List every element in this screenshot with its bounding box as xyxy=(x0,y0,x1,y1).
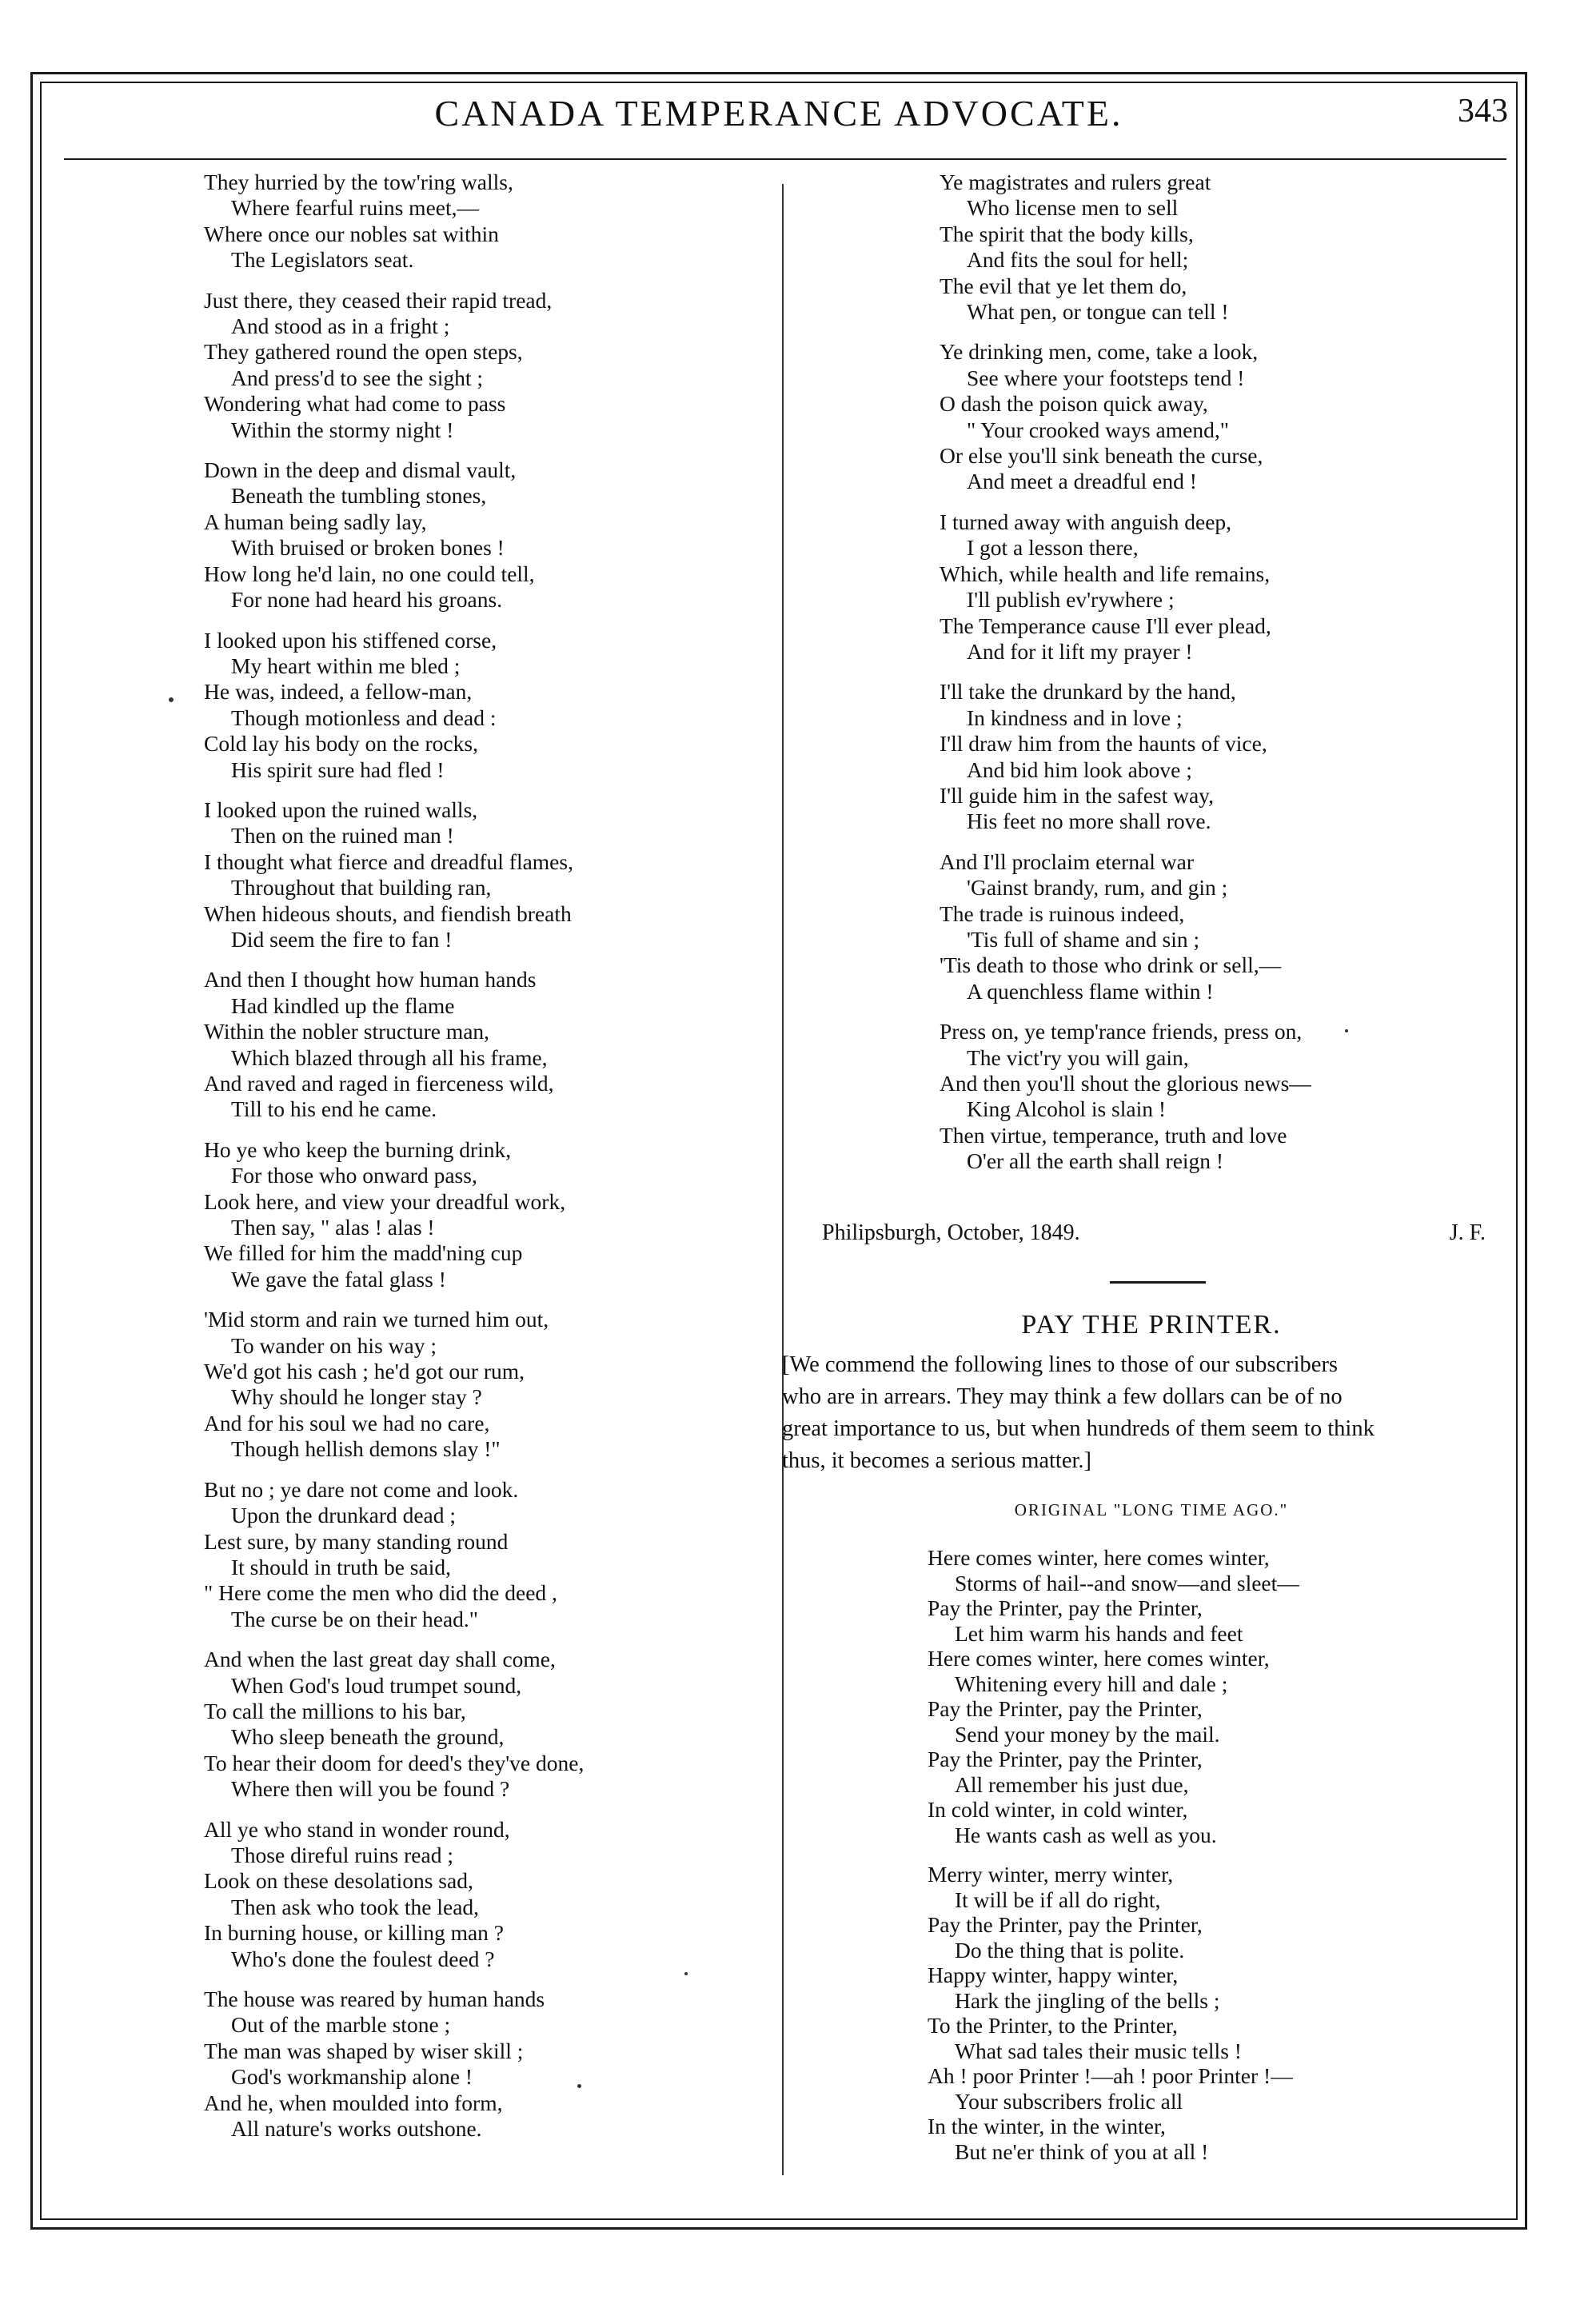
verse-line: Though hellish demons slay !" xyxy=(231,1436,501,1462)
stanza xyxy=(204,628,764,783)
intro-line: great importance to us, but when hundreds of them seem to think xyxy=(782,1416,1375,1441)
verse-line: Down in the deep and dismal vault, xyxy=(204,457,517,483)
stanza xyxy=(204,170,764,274)
verse-line: They gathered round the open steps, xyxy=(204,339,523,365)
verse-line: I looked upon the ruined walls, xyxy=(204,797,478,822)
stanza xyxy=(940,170,1515,325)
page-number: 343 xyxy=(1458,93,1508,130)
verse-line: I thought what fierce and dreadful flames, xyxy=(204,849,573,874)
verse-line: His feet no more shall rove. xyxy=(967,809,1211,834)
verse-line: Look here, and view your dreadful work, xyxy=(204,1188,566,1214)
verse-line: A human being sadly lay, xyxy=(204,509,427,534)
verse-line: In kindness and in love ; xyxy=(967,705,1183,730)
verse-line: Let him warm his hands and feet xyxy=(955,1620,1243,1646)
verse-line: Then on the ruined man ! xyxy=(231,823,454,849)
page-header xyxy=(40,92,1518,152)
verse-line: The Legislators seat. xyxy=(231,247,414,273)
verse-line: Whitening every hill and dale ; xyxy=(955,1671,1228,1696)
verse-line: Ah ! poor Printer !—ah ! poor Printer !— xyxy=(928,2063,1293,2088)
verse-line: O'er all the earth shall reign ! xyxy=(967,1148,1224,1174)
verse-line: All nature's works outshone. xyxy=(231,2116,482,2142)
print-speck xyxy=(1345,1029,1348,1032)
stanza xyxy=(204,1477,764,1632)
verse-line: I'll publish ev'rywhere ; xyxy=(967,587,1175,613)
verse-line: Out of the marble stone ; xyxy=(231,2012,451,2038)
verse-line: Throughout that building ran, xyxy=(231,875,492,900)
verse-line: What pen, or tongue can tell ! xyxy=(967,299,1229,325)
verse-line: Which blazed through all his frame, xyxy=(231,1044,548,1070)
verse-line: The Temperance cause I'll ever plead, xyxy=(940,613,1271,638)
stanza xyxy=(940,679,1515,834)
verse-line: And then you'll shout the glorious news— xyxy=(940,1071,1311,1096)
stanza xyxy=(928,1545,1503,1847)
verse-line: Happy winter, happy winter, xyxy=(928,1963,1179,1987)
verse-line: I looked upon his stiffened corse, xyxy=(204,627,497,653)
verse-line: Or else you'll sink beneath the curse, xyxy=(940,443,1263,469)
verse-line: Upon the drunkard dead ; xyxy=(231,1503,457,1528)
verse-line: Till to his end he came. xyxy=(231,1096,437,1122)
verse-line: He wants cash as well as you. xyxy=(955,1822,1217,1847)
column-divider xyxy=(782,184,784,2175)
stanza xyxy=(940,1019,1515,1174)
verse-line: The vict'ry you will gain, xyxy=(967,1044,1189,1070)
verse-line: And fits the soul for hell; xyxy=(967,247,1189,273)
verse-line: See where your footsteps tend ! xyxy=(967,365,1245,390)
stanza xyxy=(204,967,764,1122)
verse-line: And bid him look above ; xyxy=(967,757,1192,782)
stanza xyxy=(204,1647,764,1802)
verse-line: Which, while health and life remains, xyxy=(940,561,1271,586)
verse-line: And press'd to see the sight ; xyxy=(231,365,484,390)
verse-line: And I'll proclaim eternal war xyxy=(940,849,1195,874)
verse-line: Pay the Printer, pay the Printer, xyxy=(928,1912,1203,1937)
stanza xyxy=(940,339,1515,494)
verse-line: 'Tis death to those who drink or sell,— xyxy=(940,952,1282,978)
verse-line: His spirit sure had fled ! xyxy=(231,757,445,782)
verse-line: What sad tales their music tells ! xyxy=(955,2038,1242,2063)
verse-line: Storms of hail--and snow—and sleet— xyxy=(955,1570,1299,1595)
verse-line: The curse be on their head." xyxy=(231,1606,479,1631)
verse-line: And then I thought how human hands xyxy=(204,967,537,992)
verse-line: Ho ye who keep the burning drink, xyxy=(204,1136,512,1162)
print-speck xyxy=(169,697,174,702)
verse-line: Did seem the fire to fan ! xyxy=(231,926,453,952)
stanza xyxy=(940,509,1515,665)
verse-line: Merry winter, merry winter, xyxy=(928,1862,1174,1887)
verse-line: Where fearful ruins meet,— xyxy=(231,195,479,221)
poem-right-column xyxy=(940,170,1515,1189)
verse-line: Where then will you be found ? xyxy=(231,1776,510,1802)
verse-line: Send your money by the mail. xyxy=(955,1721,1220,1747)
verse-line: All remember his just due, xyxy=(955,1771,1189,1797)
stanza xyxy=(928,1862,1503,2164)
verse-line: I turned away with anguish deep, xyxy=(940,509,1232,534)
verse-line: To wander on his way ; xyxy=(231,1332,437,1358)
verse-line: " Here come the men who did the deed , xyxy=(204,1580,557,1606)
verse-line: Why should he longer stay ? xyxy=(231,1384,482,1410)
verse-line: Pay the Printer, pay the Printer, xyxy=(928,1696,1203,1721)
verse-line: For none had heard his groans. xyxy=(231,587,503,613)
verse-line: In burning house, or killing man ? xyxy=(204,1920,505,1946)
verse-line: Then virtue, temperance, truth and love xyxy=(940,1122,1287,1148)
stanza xyxy=(204,1137,764,1292)
verse-line: The spirit that the body kills, xyxy=(940,221,1194,246)
poem-left-column xyxy=(204,170,764,2156)
verse-line: Within the nobler structure man, xyxy=(204,1019,490,1044)
print-speck xyxy=(684,1972,688,1975)
verse-line: How long he'd lain, no one could tell, xyxy=(204,561,535,586)
verse-line: Ye drinking men, come, take a look, xyxy=(940,339,1259,365)
verse-line: Then ask who took the lead, xyxy=(231,1894,480,1919)
intro-line: who are in arrears. They may think a few dollars can be of no xyxy=(782,1384,1343,1409)
verse-line: Wondering what had come to pass xyxy=(204,391,506,417)
stanza xyxy=(204,797,764,952)
verse-line: Who license men to sell xyxy=(967,195,1179,221)
verse-line: The trade is ruinous indeed, xyxy=(940,900,1185,926)
verse-line: Within the stormy night ! xyxy=(231,417,454,442)
verse-line: Lest sure, by many standing round xyxy=(204,1528,509,1554)
verse-line: Then say, " alas ! alas ! xyxy=(231,1215,435,1240)
print-speck xyxy=(577,2084,581,2088)
section-title: PAY THE PRINTER. xyxy=(1021,1310,1282,1340)
verse-line: I got a lesson there, xyxy=(967,535,1139,561)
stanza xyxy=(204,1817,764,1972)
editorial-intro xyxy=(782,1349,1518,1477)
verse-line: We gave the fatal glass ! xyxy=(231,1266,446,1292)
tune-subheading: ORIGINAL "LONG TIME AGO." xyxy=(1014,1500,1289,1519)
verse-line: And for his soul we had no care, xyxy=(204,1410,490,1436)
verse-line: And stood as in a fright ; xyxy=(231,313,450,339)
signature-place: Philipsburgh, October, 1849. xyxy=(822,1220,1080,1245)
verse-line: The man was shaped by wiser skill ; xyxy=(204,2038,524,2063)
verse-line: Had kindled up the flame xyxy=(231,992,455,1018)
verse-line: We filled for him the madd'ning cup xyxy=(204,1240,523,1266)
verse-line: They hurried by the tow'ring walls, xyxy=(204,170,513,194)
verse-line: Ye magistrates and rulers great xyxy=(940,170,1211,194)
verse-line: My heart within me bled ; xyxy=(231,653,461,678)
verse-line: For those who onward pass, xyxy=(231,1163,477,1188)
verse-line: In cold winter, in cold winter, xyxy=(928,1797,1188,1822)
verse-line: But no ; ye dare not come and look. xyxy=(204,1476,519,1502)
verse-line: Here comes winter, here comes winter, xyxy=(928,1646,1270,1671)
verse-line: Press on, ye temp'rance friends, press on, xyxy=(940,1019,1303,1044)
verse-line: Just there, they ceased their rapid tread, xyxy=(204,287,553,313)
verse-line: The evil that ye let them do, xyxy=(940,273,1187,298)
verse-line: Pay the Printer, pay the Printer, xyxy=(928,1747,1203,1771)
verse-line: I'll take the drunkard by the hand, xyxy=(940,679,1236,705)
verse-line: In the winter, in the winter, xyxy=(928,2114,1166,2138)
verse-line: Hark the jingling of the bells ; xyxy=(955,1987,1220,2013)
header-rule xyxy=(64,158,1506,160)
verse-line: 'Tis full of shame and sin ; xyxy=(967,926,1200,952)
verse-line: To hear their doom for deed's they've done, xyxy=(204,1750,585,1775)
verse-line: Your subscribers frolic all xyxy=(955,2088,1183,2114)
verse-line: God's workmanship alone ! xyxy=(231,2064,473,2090)
verse-line: All ye who stand in wonder round, xyxy=(204,1816,510,1842)
verse-line: We'd got his cash ; he'd got our rum, xyxy=(204,1359,525,1384)
verse-line: Cold lay his body on the rocks, xyxy=(204,731,478,757)
verse-line: It will be if all do right, xyxy=(955,1887,1161,1912)
verse-line: And when the last great day shall come, xyxy=(204,1647,556,1672)
verse-line: And for it lift my prayer ! xyxy=(967,638,1193,664)
verse-line: Though motionless and dead : xyxy=(231,705,497,730)
stanza xyxy=(204,1307,764,1462)
verse-line: To call the millions to his bar, xyxy=(204,1698,466,1723)
verse-line: And meet a dreadful end ! xyxy=(967,469,1197,494)
verse-line: Beneath the tumbling stones, xyxy=(231,483,487,509)
verse-line: I'll guide him in the safest way, xyxy=(940,782,1215,808)
verse-line: He was, indeed, a fellow-man, xyxy=(204,679,473,705)
intro-line: [We commend the following lines to those of our subscribers xyxy=(782,1352,1339,1377)
intro-line: thus, it becomes a serious matter.] xyxy=(782,1448,1092,1473)
verse-line: Who's done the foulest deed ? xyxy=(231,1946,495,1971)
verse-line: O dash the poison quick away, xyxy=(940,391,1208,417)
verse-line: And he, when moulded into form, xyxy=(204,2090,503,2115)
verse-line: The house was reared by human hands xyxy=(204,1987,545,2011)
pay-the-printer-poem xyxy=(928,1545,1503,2178)
verse-line: Pay the Printer, pay the Printer, xyxy=(928,1595,1203,1620)
stanza xyxy=(204,457,764,613)
verse-line: Who sleep beneath the ground, xyxy=(231,1724,505,1750)
verse-line: " Your crooked ways amend," xyxy=(967,417,1229,442)
verse-line: But ne'er think of you at all ! xyxy=(955,2138,1209,2164)
verse-line: When God's loud trumpet sound, xyxy=(231,1672,522,1698)
verse-line: It should in truth be said, xyxy=(231,1554,451,1579)
verse-line: And raved and raged in fierceness wild, xyxy=(204,1071,554,1096)
verse-line: To the Printer, to the Printer, xyxy=(928,2013,1178,2038)
verse-line: Where once our nobles sat within xyxy=(204,221,499,246)
verse-line: Look on these desolations sad, xyxy=(204,1868,473,1894)
verse-line: A quenchless flame within ! xyxy=(967,978,1214,1004)
stanza xyxy=(204,1987,764,2142)
verse-line: 'Mid storm and rain we turned him out, xyxy=(204,1307,549,1332)
verse-line: When hideous shouts, and fiendish breath xyxy=(204,900,572,926)
verse-line: I'll draw him from the haunts of vice, xyxy=(940,731,1267,757)
verse-line: Do the thing that is polite. xyxy=(955,1937,1185,1963)
signature-initials: J. F. xyxy=(1449,1220,1486,1245)
stanza xyxy=(940,849,1515,1004)
verse-line: Here comes winter, here comes winter, xyxy=(928,1545,1270,1570)
verse-line: 'Gainst brandy, rum, and gin ; xyxy=(967,875,1228,900)
page-title: CANADA TEMPERANCE ADVOCATE. xyxy=(434,93,1123,134)
stanza xyxy=(204,288,764,443)
verse-line: King Alcohol is slain ! xyxy=(967,1096,1167,1122)
section-separator xyxy=(1110,1281,1206,1284)
verse-line: With bruised or broken bones ! xyxy=(231,535,505,561)
verse-line: Those direful ruins read ; xyxy=(231,1842,453,1867)
